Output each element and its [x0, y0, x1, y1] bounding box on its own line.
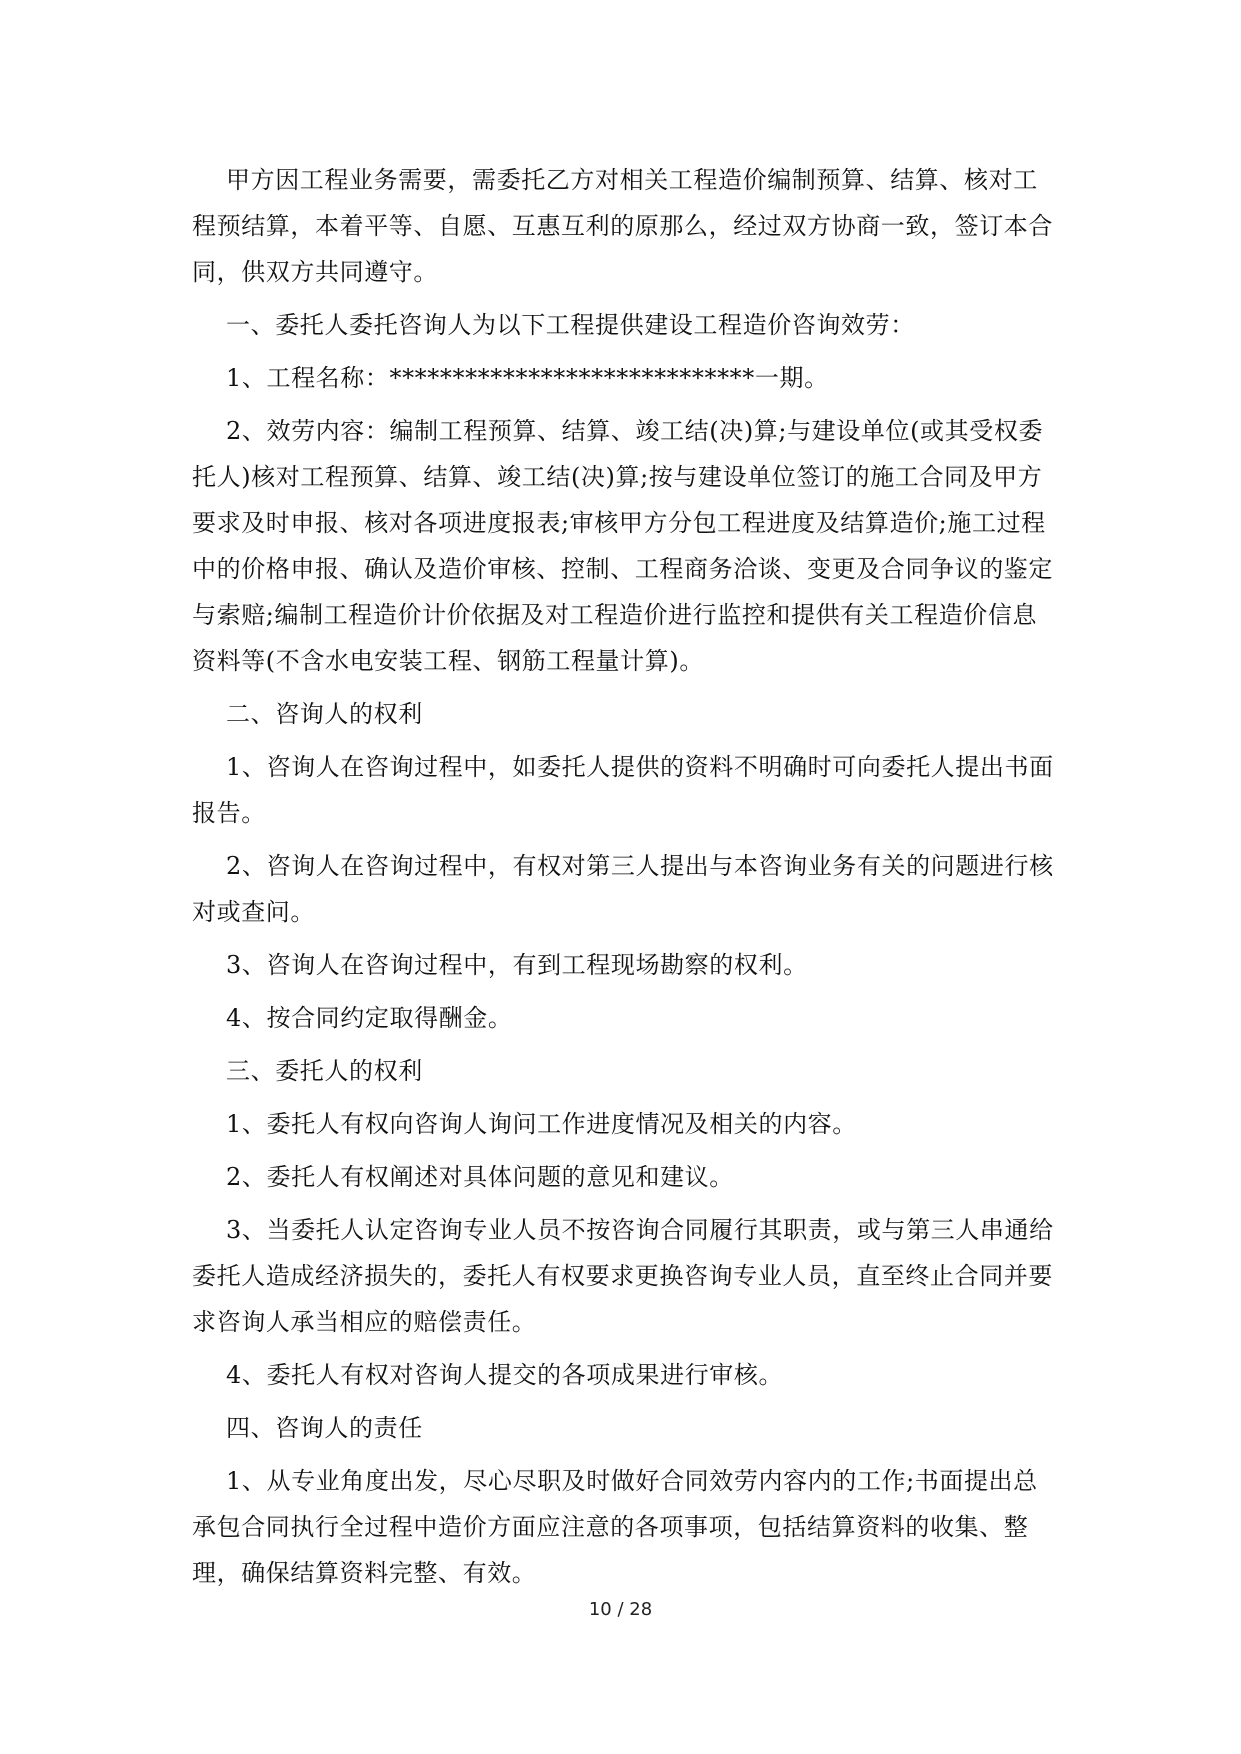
paragraph-consultant-right-3: 3、咨询人在咨询过程中，有到工程现场勘察的权利。: [226, 951, 808, 979]
section-heading-4: 四、咨询人的责任: [226, 1414, 423, 1442]
paragraph-client-right-3: 3、当委托人认定咨询专业人员不按咨询合同履行其职责，或与第三人串通给委托人造成经济损失的，委托人有权要求更换咨询专业人员，直至终止合同并要求咨询人承当相应的赔偿责任。: [192, 1216, 1054, 1336]
page-number: 10 / 28: [588, 1599, 653, 1620]
paragraph-consultant-right-4: 4、按合同约定取得酬金。: [226, 1004, 513, 1032]
paragraph-service-content: 2、效劳内容：编制工程预算、结算、竣工结(决)算;与建设单位(或其受权委托人)核对工程预算、结算、竣工结(决)算;按与建设单位签订的施工合同及甲方要求及时申报、核对各项进度报表;审核甲方分包工程进度及结算造价;施工过程中的价格申报、确认及造价审核、控制、工程商务洽谈、变更及合同争议的鉴定与索赔;编制工程造价计价依据及对工程造价进行监控和提供有关工程造价信息资料等(不含水电安装工程、钢筋工程量计算)。: [192, 417, 1053, 675]
paragraph-consultant-right-2: 2、咨询人在咨询过程中，有权对第三人提出与本咨询业务有关的问题进行核对或查问。: [192, 852, 1054, 926]
paragraph-consultant-right-1: 1、咨询人在咨询过程中，如委托人提供的资料不明确时可向委托人提出书面报告。: [192, 753, 1054, 827]
paragraph-intro: 甲方因工程业务需要，需委托乙方对相关工程造价编制预算、结算、核对工程预结算，本着平等、自愿、互惠互利的原那么，经过双方协商一致，签订本合同，供双方共同遵守。: [192, 166, 1053, 286]
paragraph-client-right-4: 4、委托人有权对咨询人提交的各项成果进行审核。: [226, 1361, 784, 1389]
paragraph-client-right-2: 2、委托人有权阐述对具体问题的意见和建议。: [226, 1163, 734, 1191]
document-body: [192, 157, 1060, 1603]
paragraph-client-right-1: 1、委托人有权向咨询人询问工作进度情况及相关的内容。: [226, 1110, 857, 1138]
section-heading-3: 三、委托人的权利: [226, 1057, 423, 1085]
paragraph-project-name: 1、工程名称：*****************************一期。: [226, 364, 829, 392]
paragraph-consultant-duty-1: 1、从专业角度出发，尽心尽职及时做好合同效劳内容内的工作;书面提出总承包合同执行全过程中造价方面应注意的各项事项，包括结算资料的收集、整理，确保结算资料完整、有效。: [192, 1467, 1038, 1587]
section-heading-1: 一、委托人委托咨询人为以下工程提供建设工程造价咨询效劳：: [226, 311, 915, 339]
section-heading-2: 二、咨询人的权利: [226, 700, 423, 728]
